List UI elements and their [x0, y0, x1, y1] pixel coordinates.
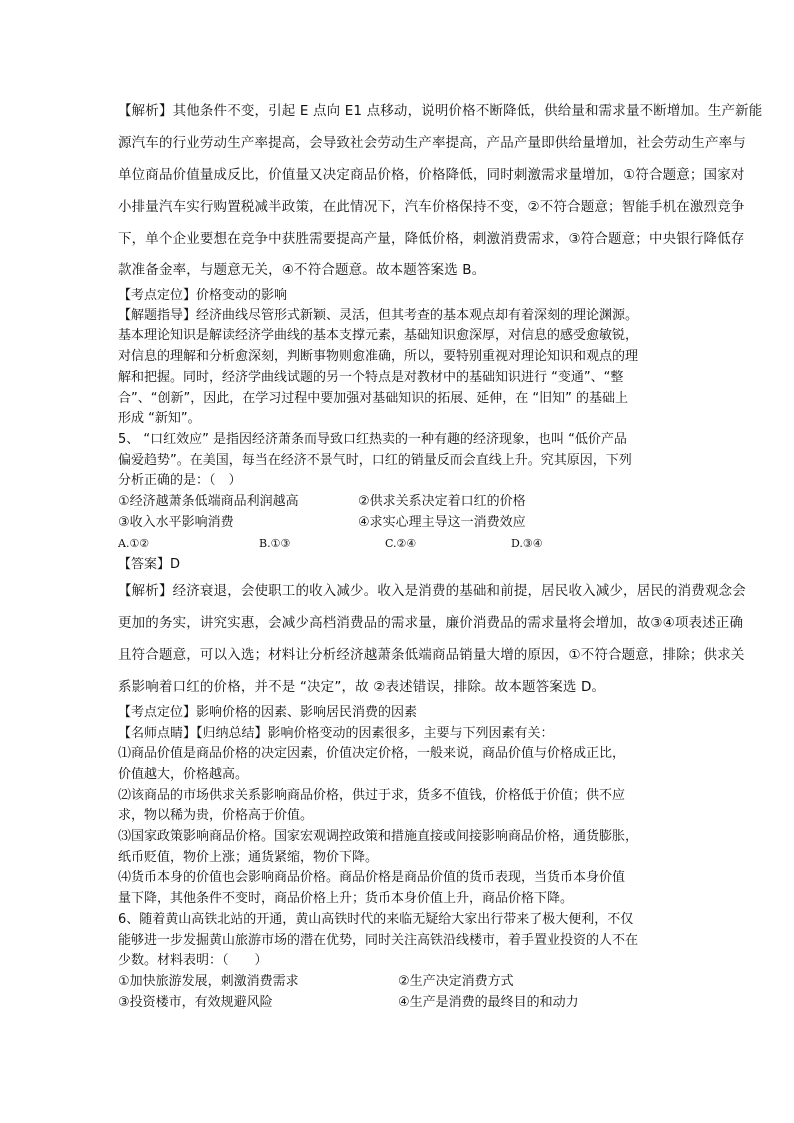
- q5-answer: 【答案】D: [118, 557, 181, 572]
- q5-choice-a: A.①②: [118, 537, 150, 550]
- q5-choice-c: C.②④: [385, 537, 417, 550]
- q6-option-4: ④生产是消费的最终目的和动力: [398, 995, 579, 1010]
- topic-line: 【考点定位】价格变动的影响: [118, 288, 288, 303]
- guide-line-2: 基本理论知识是解读经济学曲线的基本支撑元素，基础知识愈深厚，对信息的感受愈敏锐，: [118, 328, 639, 343]
- analysis2-line-3: 且符合题意，可以入选；材料让分析经济越萧条低端商品销量大增的原因，①不符合题意，排除；供求关: [118, 647, 745, 663]
- q5-option-2: ②供求关系决定着口红的价格: [358, 494, 526, 509]
- analysis-line-3: 单位商品价值量成反比，价值量又决定商品价格，价格降低，同时刺激需求量增加，①符合题意；国家对: [118, 167, 745, 183]
- summary-line-5: ⑶国家政策影响商品价格。国家宏观调控政策和措施直接或间接影响商品价格，通货膨胀，: [118, 829, 639, 844]
- summary-heading: 【名师点睛】【归纳总结】影响价格变动的因素很多，主要与下列因素有关：: [118, 726, 554, 741]
- q5-choice-d: D.③④: [511, 537, 543, 550]
- question-6-line-3: 少数。材料表明：（ ）: [118, 953, 268, 968]
- summary-line-2: 价值越大，价格越高。: [118, 767, 249, 782]
- question-5-line-2: 偏爱趋势”。在美国，每当在经济不景气时，口红的销量反而会直线上升。究其原因，下列: [118, 453, 632, 468]
- guide-line-4: 解和把握。同时，经济学曲线试题的另一个特点是对教材中的基础知识进行 “变通”、“整: [118, 370, 624, 385]
- analysis2-line-4: 系影响着口红的价格，并不是 “决定”，故 ②表述错误，排除。故本题答案选 D。: [118, 679, 606, 695]
- guide-line-5: 合”、“创新”，因此，在学习过程中要加强对基础知识的拓展、延伸，在 “旧知” 的基础上: [118, 391, 628, 406]
- guide-line-1: 【解题指导】经济曲线尽管形式新颖、灵活，但其考查的基本观点却有着深刻的理论渊源。: [118, 308, 639, 323]
- analysis-line-1: 【解析】其他条件不变，引起 E 点向 E1 点移动，说明价格不断降低，供给量和需求量不断增加。生产新能: [118, 103, 763, 119]
- question-6-line-1: 6、随着黄山高铁北站的开通，黄山高铁时代的来临无疑给大家出行带来了极大便利，不仅: [118, 912, 634, 927]
- summary-line-4: 求，物以稀为贵，价格高于价值。: [118, 808, 314, 823]
- summary-line-7: ⑷货币本身的价值也会影响商品价格。商品价格是商品价值的货币表现，当货币本身价值: [118, 870, 626, 885]
- q5-option-1: ①经济越萧条低端商品利润越高: [118, 494, 299, 509]
- q5-option-4: ④求实心理主导这一消费效应: [358, 515, 526, 530]
- q5-option-3: ③收入水平影响消费: [118, 515, 234, 530]
- analysis-line-6: 款准备金率，与题意无关，④不符合题意。故本题答案选 B。: [118, 262, 486, 278]
- analysis-line-5: 下，单个企业要想在竞争中获胜需要提高产量，降低价格，刺激消费需求，③符合题意；中央银行降低存: [118, 231, 745, 247]
- question-6-line-2: 能够进一步发掘黄山旅游市场的潜在优势，同时关注高铁沿线楼市，着手置业投资的人不在: [118, 933, 639, 948]
- q6-option-1: ①加快旅游发展，刺激消费需求: [118, 974, 299, 989]
- summary-line-1: ⑴商品价值是商品价格的决定因素，价值决定价格，一般来说，商品价值与价格成正比，: [118, 746, 626, 761]
- q6-option-2: ②生产决定消费方式: [398, 974, 514, 989]
- q5-choice-b: B.①③: [259, 537, 291, 550]
- guide-line-3: 对信息的理解和分析愈深刻，判断事物则愈准确，所以，要特别重视对理论知识和观点的理: [118, 349, 639, 364]
- topic2-line: 【考点定位】影响价格的因素、影响居民消费的因素: [118, 705, 418, 720]
- summary-line-8: 量下降，其他条件不变时，商品价格上升；货币本身价值上升，商品价格下降。: [118, 891, 574, 906]
- analysis-line-2: 源汽车的行业劳动生产率提高，会导致社会劳动生产率提高，产品产量即供给量增加，社会劳动生产率与: [118, 135, 746, 151]
- analysis2-line-2: 更加的务实，讲究实惠，会减少高档消费品的需求量，廉价消费品的需求量将会增加，故③④项表述正确: [118, 615, 744, 631]
- q6-option-3: ③投资楼市，有效规避风险: [118, 995, 273, 1010]
- guide-line-6: 形成 “新知”。: [118, 411, 201, 426]
- summary-line-3: ⑵该商品的市场供求关系影响商品价格，供过于求，货多不值钱，价格低于价值；供不应: [118, 788, 626, 803]
- question-5-line-3: 分析正确的是：（ ）: [118, 473, 242, 488]
- analysis2-line-1: 【解析】经济衰退，会使职工的收入减少。收入是消费的基础和前提，居民收入减少，居民的消费观念会: [118, 583, 746, 599]
- summary-line-6: 纸币贬值，物价上涨；通货紧缩，物价下降。: [118, 850, 379, 865]
- analysis-line-4: 小排量汽车实行购置税减半政策，在此情况下，汽车价格保持不变，②不符合题意；智能手机在激烈竞争: [118, 199, 745, 215]
- question-5-line-1: 5、 “口红效应” 是指因经济萧条而导致口红热卖的一种有趣的经济现象，也叫 “低价产品: [118, 432, 627, 447]
